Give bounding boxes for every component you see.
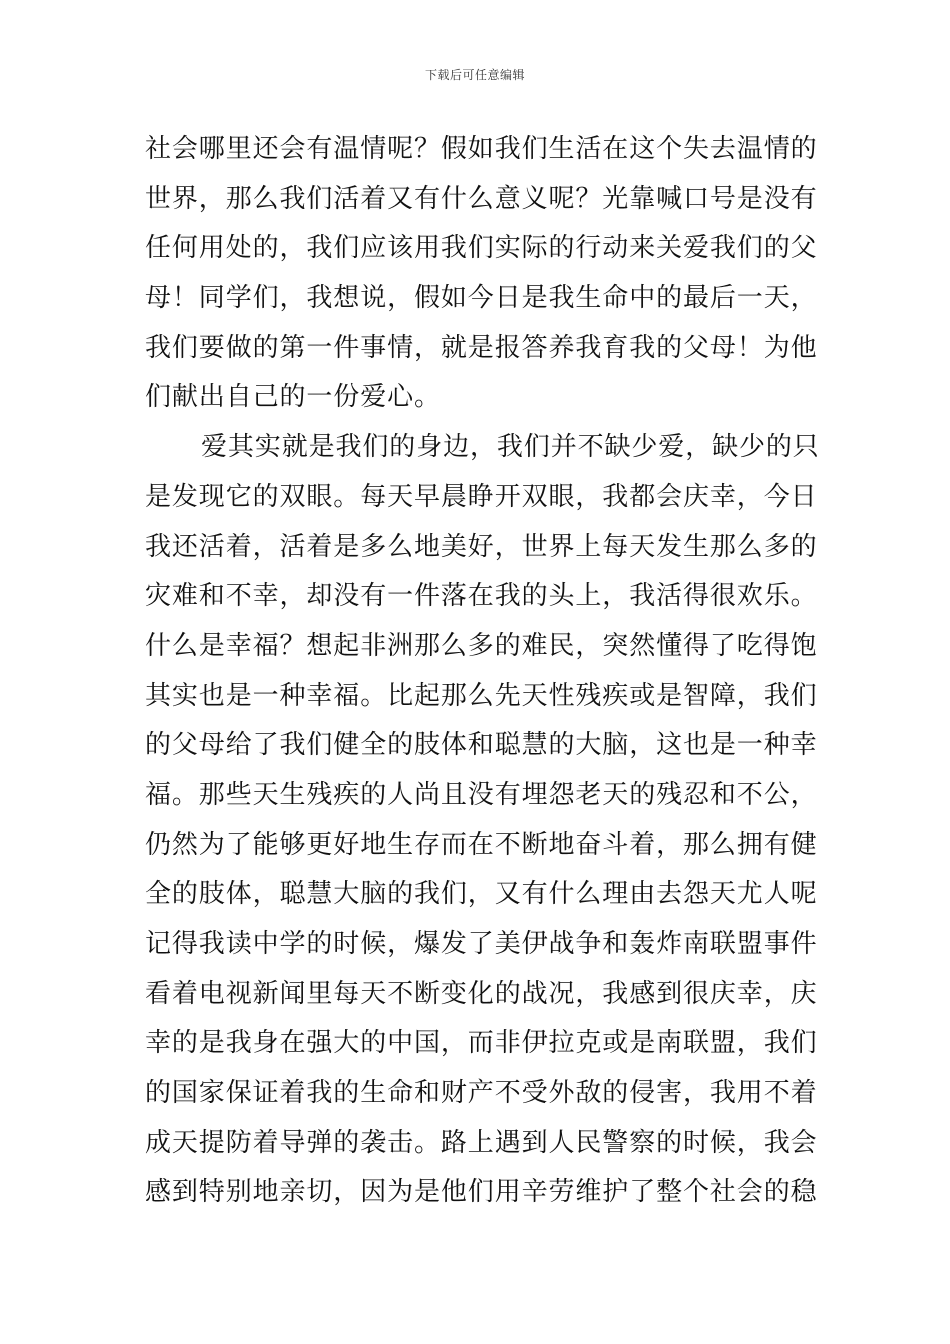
text-line: 的父母给了我们健全的肢体和聪慧的大脑，这也是一种幸 [145, 730, 818, 761]
text-line: 幸的是我身在强大的中国，而非伊拉克或是南联盟，我们 [145, 1028, 818, 1059]
text-line: 是发现它的双眼。每天早晨睁开双眼，我都会庆幸，今日 [145, 481, 818, 512]
text-line: 母！同学们，我想说，假如今日是我生命中的最后一天， [145, 283, 818, 314]
text-line: 看着电视新闻里每天不断变化的战况，我感到很庆幸，庆 [145, 978, 818, 1009]
page-header: 下载后可任意编辑 [424, 68, 525, 82]
text-line: 们献出自己的一份爱心。 [145, 382, 441, 413]
text-line: 全的肢体，聪慧大脑的我们，又有什么理由去怨天尤人呢 [145, 879, 818, 910]
document-body [145, 125, 820, 1218]
text-line: 记得我读中学的时候，爆发了美伊战争和轰炸南联盟事件 [145, 929, 818, 959]
text-line: 任何用处的，我们应该用我们实际的行动来关爱我们的父 [145, 233, 818, 264]
text-line: 世界，那么我们活着又有什么意义呢？光靠喊口号是没有 [145, 183, 818, 214]
text-line: 的国家保证着我的生命和财产不受外敌的侵害，我用不着 [145, 1078, 818, 1109]
text-line: 其实也是一种幸福。比起那么先天性残疾或是智障，我们 [145, 680, 818, 711]
text-line: 什么是幸福？想起非洲那么多的难民，突然懂得了吃得饱 [145, 630, 818, 661]
text-line: 灾难和不幸，却没有一件落在我的头上，我活得很欢乐。 [145, 581, 818, 612]
paragraph-1 [145, 125, 818, 423]
text-line: 爱其实就是我们的身边，我们并不缺少爱，缺少的只 [201, 432, 820, 463]
text-line: 社会哪里还会有温情呢？假如我们生活在这个失去温情的 [145, 134, 818, 164]
paragraph-2 [145, 423, 820, 1218]
text-line: 感到特别地亲切，因为是他们用辛劳维护了整个社会的稳 [145, 1177, 818, 1208]
text-line: 福。那些天生残疾的人尚且没有埋怨老天的残忍和不公， [145, 779, 818, 810]
text-line: 成天提防着导弹的袭击。路上遇到人民警察的时候，我会 [145, 1127, 818, 1158]
text-line: 我们要做的第一件事情，就是报答养我育我的父母！为他 [145, 332, 818, 363]
text-line: 仍然为了能够更好地生存而在不断地奋斗着，那么拥有健 [145, 829, 818, 860]
text-line: 我还活着，活着是多么地美好，世界上每天发生那么多的 [145, 531, 818, 562]
